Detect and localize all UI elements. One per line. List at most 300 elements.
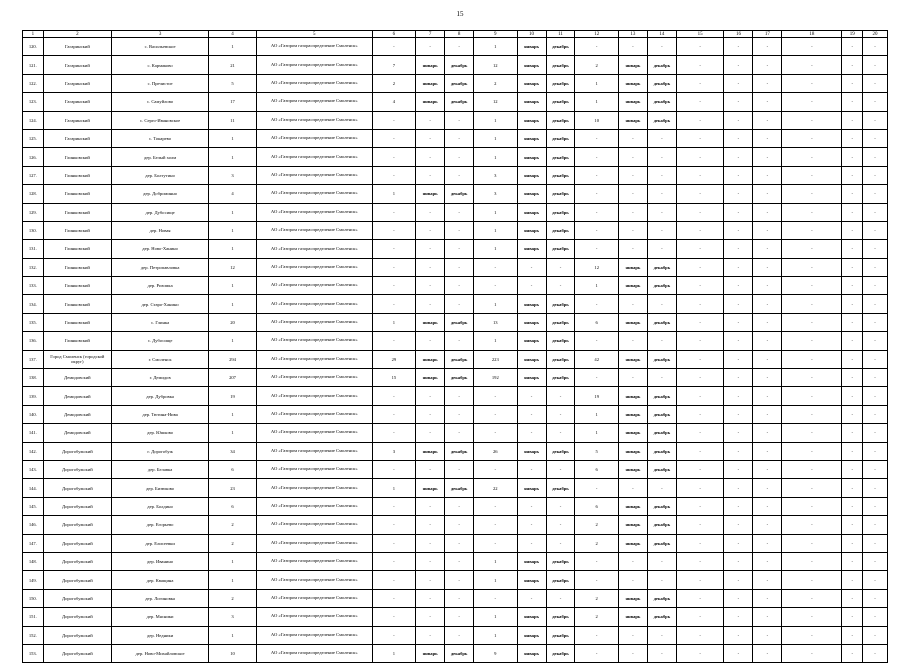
count-c-cell: 42 <box>575 350 618 368</box>
end-month-c-cell: декабрь <box>647 56 676 74</box>
col-18-cell: - <box>782 148 842 166</box>
count-b-cell: 22 <box>474 479 517 497</box>
col-19-cell: - <box>842 497 863 515</box>
col-15-cell: - <box>676 111 724 129</box>
count-c-cell: 5 <box>575 442 618 460</box>
col-20-cell: - <box>863 185 888 203</box>
count-c-cell: - <box>575 38 618 56</box>
table-row <box>23 277 888 295</box>
table-row <box>23 387 888 405</box>
row-number-cell: 137. <box>23 350 44 368</box>
col-15-cell: - <box>676 332 724 350</box>
col-16-cell: - <box>724 534 753 552</box>
municipal-district-cell: Гагаринский <box>43 38 111 56</box>
row-number-cell: 134. <box>23 295 44 313</box>
end-month-c-cell: декабрь <box>647 516 676 534</box>
col-19-cell: - <box>842 240 863 258</box>
start-month-b-cell: январь <box>517 571 546 589</box>
total-count-cell: 23 <box>209 479 257 497</box>
col-17-cell: - <box>753 93 782 111</box>
end-month-a-cell: декабрь <box>445 644 474 662</box>
count-b-cell: 26 <box>474 442 517 460</box>
end-month-a-cell: декабрь <box>445 442 474 460</box>
col-18-cell: - <box>782 497 842 515</box>
count-a-cell: - <box>372 129 415 147</box>
col-15-cell: - <box>676 295 724 313</box>
col-19-cell: - <box>842 516 863 534</box>
count-c-cell: 2 <box>575 589 618 607</box>
end-month-a-cell: - <box>445 203 474 221</box>
col-19-cell: - <box>842 589 863 607</box>
row-number-cell: 133. <box>23 277 44 295</box>
end-month-b-cell: декабрь <box>546 38 575 56</box>
col-20-cell: - <box>863 240 888 258</box>
municipal-district-cell: Гагаринский <box>43 111 111 129</box>
count-a-cell: - <box>372 166 415 184</box>
start-month-a-cell: - <box>416 277 445 295</box>
col-16-cell: - <box>724 56 753 74</box>
col-15-cell: - <box>676 240 724 258</box>
end-month-b-cell: декабрь <box>546 332 575 350</box>
col-20-cell: - <box>863 258 888 276</box>
end-month-b-cell: декабрь <box>546 203 575 221</box>
start-month-b-cell: январь <box>517 644 546 662</box>
table-row <box>23 111 888 129</box>
settlement-cell: дер. Новая <box>111 221 208 239</box>
count-b-cell: - <box>474 497 517 515</box>
municipal-district-cell: Гагаринский <box>43 74 111 92</box>
col-18-cell: - <box>782 221 842 239</box>
start-month-c-cell: - <box>618 185 647 203</box>
start-month-c-cell: - <box>618 129 647 147</box>
column-header: 20 <box>863 31 888 38</box>
municipal-district-cell: Демидовский <box>43 424 111 442</box>
col-15-cell: - <box>676 571 724 589</box>
col-19-cell: - <box>842 203 863 221</box>
col-15-cell: - <box>676 516 724 534</box>
col-15-cell: - <box>676 313 724 331</box>
table-row <box>23 424 888 442</box>
col-19-cell: - <box>842 534 863 552</box>
col-20-cell: - <box>863 332 888 350</box>
total-count-cell: 1 <box>209 129 257 147</box>
col-20-cell: - <box>863 608 888 626</box>
start-month-c-cell: январь <box>618 350 647 368</box>
col-17-cell: - <box>753 74 782 92</box>
count-a-cell: - <box>372 608 415 626</box>
organization-cell: АО «Газпром газораспределение Смоленск» <box>256 644 372 662</box>
column-header: 19 <box>842 31 863 38</box>
municipal-district-cell: Дорогобужский <box>43 460 111 478</box>
organization-cell: АО «Газпром газораспределение Смоленск» <box>256 516 372 534</box>
col-17-cell: - <box>753 295 782 313</box>
col-16-cell: - <box>724 442 753 460</box>
count-c-cell: 19 <box>575 387 618 405</box>
col-18-cell: - <box>782 516 842 534</box>
settlement-cell: дер. Елисеевки <box>111 534 208 552</box>
col-18-cell: - <box>782 313 842 331</box>
end-month-b-cell: декабрь <box>546 313 575 331</box>
col-18-cell: - <box>782 552 842 570</box>
count-b-cell: 192 <box>474 369 517 387</box>
start-month-c-cell: - <box>618 148 647 166</box>
start-month-c-cell: - <box>618 203 647 221</box>
col-20-cell: - <box>863 552 888 570</box>
municipal-district-cell: Глинковский <box>43 277 111 295</box>
start-month-b-cell: январь <box>517 129 546 147</box>
start-month-b-cell: - <box>517 424 546 442</box>
col-20-cell: - <box>863 442 888 460</box>
organization-cell: АО «Газпром газораспределение Смоленск» <box>256 313 372 331</box>
end-month-a-cell: декабрь <box>445 369 474 387</box>
col-15-cell: - <box>676 460 724 478</box>
table-row <box>23 166 888 184</box>
count-c-cell: - <box>575 203 618 221</box>
count-b-cell: 223 <box>474 350 517 368</box>
table-row <box>23 56 888 74</box>
col-16-cell: - <box>724 74 753 92</box>
end-month-a-cell: - <box>445 221 474 239</box>
start-month-b-cell: январь <box>517 332 546 350</box>
end-month-c-cell: декабрь <box>647 460 676 478</box>
organization-cell: АО «Газпром газораспределение Смоленск» <box>256 129 372 147</box>
col-16-cell: - <box>724 608 753 626</box>
organization-cell: АО «Газпром газораспределение Смоленск» <box>256 203 372 221</box>
count-a-cell: - <box>372 497 415 515</box>
count-b-cell: 1 <box>474 240 517 258</box>
end-month-c-cell: - <box>647 295 676 313</box>
count-a-cell: 7 <box>372 56 415 74</box>
col-16-cell: - <box>724 479 753 497</box>
end-month-b-cell: - <box>546 387 575 405</box>
col-20-cell: - <box>863 644 888 662</box>
organization-cell: АО «Газпром газораспределение Смоленск» <box>256 589 372 607</box>
start-month-c-cell: январь <box>618 93 647 111</box>
col-18-cell: - <box>782 479 842 497</box>
total-count-cell: 3 <box>209 166 257 184</box>
organization-cell: АО «Газпром газораспределение Смоленск» <box>256 332 372 350</box>
count-b-cell: 12 <box>474 93 517 111</box>
start-month-b-cell: январь <box>517 350 546 368</box>
col-20-cell: - <box>863 516 888 534</box>
end-month-b-cell: декабрь <box>546 129 575 147</box>
col-20-cell: - <box>863 295 888 313</box>
organization-cell: АО «Газпром газораспределение Смоленск» <box>256 442 372 460</box>
start-month-a-cell: - <box>416 111 445 129</box>
settlement-cell: дер. Ризомка <box>111 277 208 295</box>
col-15-cell: - <box>676 38 724 56</box>
col-17-cell: - <box>753 332 782 350</box>
col-17-cell: - <box>753 221 782 239</box>
col-16-cell: - <box>724 240 753 258</box>
count-b-cell: - <box>474 424 517 442</box>
total-count-cell: 3 <box>209 608 257 626</box>
start-month-c-cell: - <box>618 332 647 350</box>
col-17-cell: - <box>753 203 782 221</box>
end-month-b-cell: декабрь <box>546 166 575 184</box>
start-month-a-cell: - <box>416 203 445 221</box>
col-18-cell: - <box>782 626 842 644</box>
count-c-cell: - <box>575 552 618 570</box>
total-count-cell: 6 <box>209 460 257 478</box>
col-16-cell: - <box>724 405 753 423</box>
col-17-cell: - <box>753 424 782 442</box>
end-month-a-cell: - <box>445 460 474 478</box>
count-c-cell: - <box>575 148 618 166</box>
table-row <box>23 313 888 331</box>
row-number-cell: 148. <box>23 552 44 570</box>
col-18-cell: - <box>782 405 842 423</box>
count-b-cell: 1 <box>474 148 517 166</box>
start-month-a-cell: январь <box>416 442 445 460</box>
col-18-cell: - <box>782 111 842 129</box>
organization-cell: АО «Газпром газораспределение Смоленск» <box>256 38 372 56</box>
col-18-cell: - <box>782 74 842 92</box>
col-20-cell: - <box>863 129 888 147</box>
col-16-cell: - <box>724 148 753 166</box>
start-month-c-cell: январь <box>618 74 647 92</box>
start-month-b-cell: - <box>517 277 546 295</box>
start-month-a-cell: - <box>416 148 445 166</box>
table-row <box>23 552 888 570</box>
col-19-cell: - <box>842 166 863 184</box>
municipal-district-cell: Дорогобужский <box>43 497 111 515</box>
end-month-b-cell: декабрь <box>546 626 575 644</box>
start-month-a-cell: - <box>416 332 445 350</box>
total-count-cell: 21 <box>209 56 257 74</box>
end-month-b-cell: декабрь <box>546 148 575 166</box>
column-header: 13 <box>618 31 647 38</box>
count-b-cell: - <box>474 516 517 534</box>
end-month-b-cell: декабрь <box>546 479 575 497</box>
settlement-cell: дер. Белавка <box>111 460 208 478</box>
start-month-b-cell: - <box>517 497 546 515</box>
table-row <box>23 405 888 423</box>
start-month-b-cell: январь <box>517 479 546 497</box>
row-number-cell: 141. <box>23 424 44 442</box>
end-month-a-cell: - <box>445 626 474 644</box>
total-count-cell: 1 <box>209 203 257 221</box>
table-row <box>23 479 888 497</box>
organization-cell: АО «Газпром газораспределение Смоленск» <box>256 534 372 552</box>
municipal-district-cell: Демидовский <box>43 387 111 405</box>
col-17-cell: - <box>753 571 782 589</box>
municipal-district-cell: Дорогобужский <box>43 442 111 460</box>
col-16-cell: - <box>724 589 753 607</box>
start-month-b-cell: - <box>517 534 546 552</box>
start-month-a-cell: - <box>416 589 445 607</box>
settlement-cell: дер. Логиновка <box>111 589 208 607</box>
col-17-cell: - <box>753 516 782 534</box>
settlement-cell: дер. Белый холм <box>111 148 208 166</box>
end-month-a-cell: - <box>445 552 474 570</box>
end-month-a-cell: декабрь <box>445 56 474 74</box>
total-count-cell: 1 <box>209 332 257 350</box>
col-17-cell: - <box>753 534 782 552</box>
end-month-c-cell: декабрь <box>647 313 676 331</box>
col-19-cell: - <box>842 295 863 313</box>
end-month-b-cell: декабрь <box>546 295 575 313</box>
start-month-c-cell: январь <box>618 111 647 129</box>
total-count-cell: 1 <box>209 405 257 423</box>
total-count-cell: 19 <box>209 387 257 405</box>
col-18-cell: - <box>782 369 842 387</box>
table-row <box>23 644 888 662</box>
start-month-a-cell: январь <box>416 350 445 368</box>
col-15-cell: - <box>676 442 724 460</box>
end-month-c-cell: декабрь <box>647 534 676 552</box>
end-month-b-cell: - <box>546 460 575 478</box>
table-row <box>23 74 888 92</box>
start-month-b-cell: январь <box>517 608 546 626</box>
start-month-b-cell: январь <box>517 38 546 56</box>
organization-cell: АО «Газпром газораспределение Смоленск» <box>256 460 372 478</box>
row-number-cell: 135. <box>23 313 44 331</box>
column-header: 5 <box>256 31 372 38</box>
col-20-cell: - <box>863 93 888 111</box>
col-16-cell: - <box>724 571 753 589</box>
table-row <box>23 460 888 478</box>
count-c-cell: 1 <box>575 405 618 423</box>
start-month-b-cell: - <box>517 589 546 607</box>
col-17-cell: - <box>753 38 782 56</box>
count-a-cell: - <box>372 203 415 221</box>
end-month-c-cell: - <box>647 38 676 56</box>
col-15-cell: - <box>676 148 724 166</box>
table-row <box>23 589 888 607</box>
settlement-cell: дер. Болдино <box>111 497 208 515</box>
settlement-cell: дер. Старо-Ханино <box>111 295 208 313</box>
settlement-cell: с. Серго-Ивановское <box>111 111 208 129</box>
start-month-c-cell: - <box>618 221 647 239</box>
organization-cell: АО «Газпром газораспределение Смоленск» <box>256 221 372 239</box>
row-number-cell: 153. <box>23 644 44 662</box>
settlement-cell: дер. Тютина-Нива <box>111 405 208 423</box>
column-header: 15 <box>676 31 724 38</box>
count-b-cell: 3 <box>474 166 517 184</box>
col-18-cell: - <box>782 332 842 350</box>
end-month-a-cell: - <box>445 258 474 276</box>
start-month-b-cell: январь <box>517 111 546 129</box>
organization-cell: АО «Газпром газораспределение Смоленск» <box>256 608 372 626</box>
col-17-cell: - <box>753 129 782 147</box>
row-number-cell: 120. <box>23 38 44 56</box>
count-c-cell: 2 <box>575 516 618 534</box>
column-header: 1 <box>23 31 44 38</box>
count-b-cell: - <box>474 277 517 295</box>
settlement-cell: дер. Иванино <box>111 552 208 570</box>
col-18-cell: - <box>782 258 842 276</box>
end-month-a-cell: - <box>445 571 474 589</box>
end-month-a-cell: - <box>445 332 474 350</box>
end-month-c-cell: - <box>647 332 676 350</box>
row-number-cell: 121. <box>23 56 44 74</box>
count-b-cell: 1 <box>474 626 517 644</box>
col-18-cell: - <box>782 534 842 552</box>
end-month-a-cell: - <box>445 497 474 515</box>
count-b-cell: 1 <box>474 203 517 221</box>
col-20-cell: - <box>863 56 888 74</box>
count-b-cell: 12 <box>474 56 517 74</box>
start-month-a-cell: январь <box>416 74 445 92</box>
organization-cell: АО «Газпром газораспределение Смоленск» <box>256 240 372 258</box>
start-month-a-cell: - <box>416 258 445 276</box>
page-number: 15 <box>456 10 464 18</box>
municipal-district-cell: Дорогобужский <box>43 534 111 552</box>
end-month-b-cell: декабрь <box>546 442 575 460</box>
col-20-cell: - <box>863 405 888 423</box>
col-16-cell: - <box>724 38 753 56</box>
col-18-cell: - <box>782 589 842 607</box>
col-15-cell: - <box>676 552 724 570</box>
end-month-c-cell: декабрь <box>647 258 676 276</box>
total-count-cell: 17 <box>209 93 257 111</box>
col-15-cell: - <box>676 129 724 147</box>
settlement-cell: г. Демидов <box>111 369 208 387</box>
col-16-cell: - <box>724 552 753 570</box>
end-month-c-cell: декабрь <box>647 497 676 515</box>
end-month-c-cell: - <box>647 552 676 570</box>
total-count-cell: 5 <box>209 74 257 92</box>
organization-cell: АО «Газпром газораспределение Смоленск» <box>256 258 372 276</box>
end-month-b-cell: декабрь <box>546 369 575 387</box>
count-b-cell: - <box>474 387 517 405</box>
row-number-cell: 140. <box>23 405 44 423</box>
total-count-cell: 1 <box>209 552 257 570</box>
organization-cell: АО «Газпром газораспределение Смоленск» <box>256 166 372 184</box>
col-16-cell: - <box>724 369 753 387</box>
count-c-cell: - <box>575 129 618 147</box>
start-month-c-cell: - <box>618 552 647 570</box>
start-month-b-cell: - <box>517 516 546 534</box>
end-month-c-cell: - <box>647 148 676 166</box>
organization-cell: АО «Газпром газораспределение Смоленск» <box>256 350 372 368</box>
end-month-b-cell: - <box>546 589 575 607</box>
row-number-cell: 122. <box>23 74 44 92</box>
row-number-cell: 146. <box>23 516 44 534</box>
col-19-cell: - <box>842 111 863 129</box>
end-month-b-cell: - <box>546 516 575 534</box>
municipal-district-cell: Демидовский <box>43 405 111 423</box>
count-b-cell: - <box>474 258 517 276</box>
end-month-a-cell: - <box>445 405 474 423</box>
count-a-cell: 3 <box>372 442 415 460</box>
col-16-cell: - <box>724 258 753 276</box>
total-count-cell: 1 <box>209 626 257 644</box>
settlement-cell: с. Токарево <box>111 129 208 147</box>
start-month-c-cell: январь <box>618 405 647 423</box>
total-count-cell: 1 <box>209 240 257 258</box>
end-month-b-cell: декабрь <box>546 240 575 258</box>
col-19-cell: - <box>842 313 863 331</box>
start-month-a-cell: январь <box>416 93 445 111</box>
col-18-cell: - <box>782 644 842 662</box>
start-month-c-cell: январь <box>618 313 647 331</box>
table-row <box>23 350 888 368</box>
total-count-cell: 294 <box>209 350 257 368</box>
end-month-b-cell: декабрь <box>546 185 575 203</box>
column-header: 11 <box>546 31 575 38</box>
organization-cell: АО «Газпром газораспределение Смоленск» <box>256 295 372 313</box>
count-a-cell: 4 <box>372 93 415 111</box>
start-month-b-cell: январь <box>517 240 546 258</box>
col-20-cell: - <box>863 313 888 331</box>
end-month-a-cell: - <box>445 111 474 129</box>
end-month-c-cell: - <box>647 479 676 497</box>
col-20-cell: - <box>863 111 888 129</box>
col-20-cell: - <box>863 166 888 184</box>
count-a-cell: - <box>372 221 415 239</box>
